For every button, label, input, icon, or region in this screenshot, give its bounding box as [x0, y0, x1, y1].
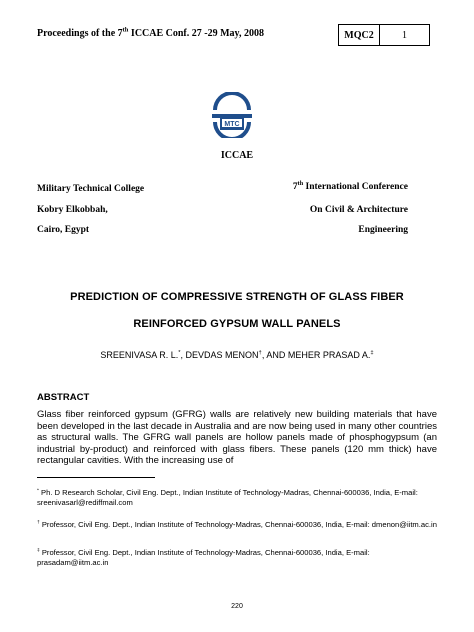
author-list: [0, 350, 474, 360]
author-2: , DEVDAS MENON: [180, 350, 259, 360]
conference-header: [37, 28, 264, 39]
footnote-1: [37, 488, 442, 508]
paper-title-line-1: PREDICTION OF COMPRESSIVE STRENGTH OF GLASS FIBER: [70, 291, 404, 303]
footnote-1-mark: *: [37, 488, 39, 494]
affiliation-right-1: [293, 182, 408, 192]
conference-suffix: ICCAE Conf. 27 -29 May, 2008: [128, 28, 264, 39]
author-1: SREENIVASA R. L.: [100, 350, 179, 360]
paper-title-line-2: REINFORCED GYPSUM WALL PANELS: [133, 318, 341, 330]
event-name: ICCAE: [220, 150, 254, 161]
conf-number: 7: [292, 182, 298, 192]
footnote-2-mark: †: [37, 520, 40, 526]
footnote-3: [37, 548, 442, 568]
conf-title: International Conference: [303, 182, 408, 192]
affiliation-right-2: On Civil & Architecture: [309, 205, 408, 215]
affiliation-left-2: Kobry Elkobbah,: [37, 205, 108, 215]
affiliation-left-3: Cairo, Egypt: [37, 225, 90, 235]
affiliation-left-1: Military Technical College: [37, 184, 145, 194]
logo-text: MTC: [224, 121, 240, 128]
author-1-mark: *: [178, 350, 181, 356]
footnote-1-text: Ph. D Research Scholar, Civil Eng. Dept., Indian Institute of Technology-Madras, Chennai-600036, India, E-mail: sreenivasarl@rediffmail.com: [37, 488, 418, 507]
footnote-2-text: Professor, Civil Eng. Dept., Indian Institute of Technology-Madras, Chennai-600036, India, E-mail: dmenon@iitm.ac.in: [39, 520, 437, 529]
author-3: , AND MEHER PRASAD A.: [261, 350, 371, 360]
conference-prefix: Proceedings of the 7: [37, 28, 123, 39]
mtc-logo-icon: [208, 92, 256, 138]
conference-sup: th: [122, 26, 129, 34]
footnote-3-text: Professor, Civil Eng. Dept., Indian Institute of Technology-Madras, Chennai-600036, India, E-mail: prasadam@iitm.ac.in: [37, 548, 370, 567]
affiliation-right-3: Engineering: [358, 225, 408, 235]
paper-code: MQC2: [339, 25, 380, 45]
abstract-heading: ABSTRACT: [37, 392, 90, 403]
abstract-text: Glass fiber reinforced gypsum (GFRG) walls are relatively new building materials that have been developed in the last decade in Australia and are now being used in many other countries as structural walls. The GFRG wall panels are hollow panels made of phosphogypsum (an industrial by-product) and reinforced with glass fibers. These panels (120 mm thick) have rectangular cavities. With the increasing use of: [37, 409, 437, 467]
author-3-mark: ‡: [370, 350, 374, 356]
footnote-divider: [37, 477, 155, 478]
page-number: 220: [231, 603, 243, 610]
footnote-3-mark: ‡: [37, 548, 40, 554]
footnote-2: [37, 520, 442, 530]
author-2-mark: †: [258, 350, 262, 356]
conf-number-sup: th: [297, 180, 304, 187]
page-index: 1: [402, 29, 407, 41]
paper-code-box: [338, 24, 430, 46]
